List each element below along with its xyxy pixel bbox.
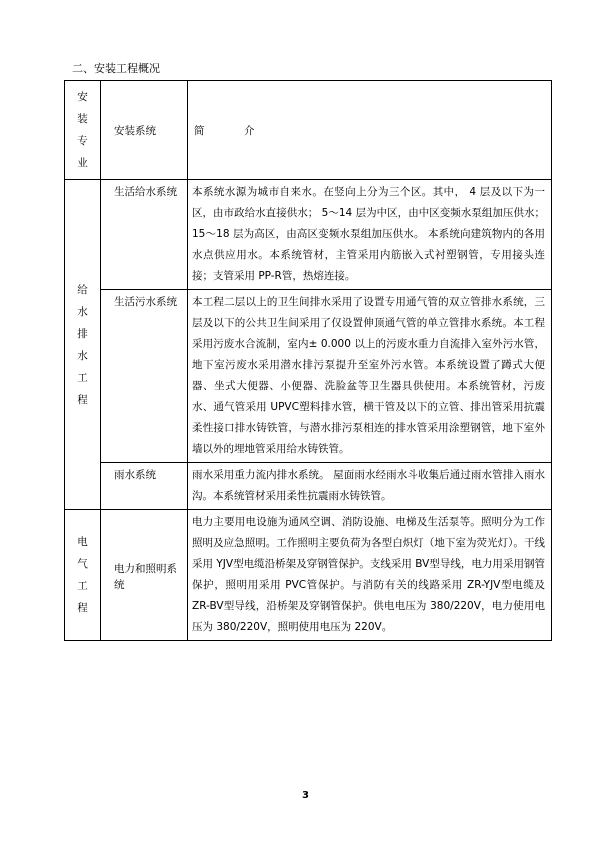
specialty-char: 工 xyxy=(77,371,88,384)
header-system-label: 安装系统 xyxy=(101,81,188,180)
specialty-char: 水 xyxy=(77,305,88,318)
specialty-char: 程 xyxy=(77,393,88,406)
specialty-char: 电 xyxy=(77,536,88,548)
header-specialty-cell xyxy=(65,81,101,180)
table-header-row xyxy=(65,81,552,180)
header-intro-label: 简 介 xyxy=(188,81,552,180)
system-name: 生活给水系统 xyxy=(101,180,188,290)
table-row xyxy=(65,180,552,290)
specialty-char: 气 xyxy=(77,558,88,570)
section-heading: 二、安装工程概况 xyxy=(72,62,160,75)
specialty-char: 水 xyxy=(77,349,88,362)
specialty-cell-plumbing xyxy=(65,180,101,510)
specialty-cell-electrical xyxy=(65,510,101,641)
specialty-char: 程 xyxy=(77,602,88,614)
header-specialty-char: 装 xyxy=(77,113,88,125)
table-row xyxy=(65,463,552,510)
header-specialty-char: 安 xyxy=(77,91,88,103)
specialty-char: 排 xyxy=(77,327,88,340)
specialty-char: 工 xyxy=(77,580,88,592)
system-description: 电力主要用电设施为通风空调、消防设施、电梯及生活泵等。照明分为工作照明及应急照明。工作照明主要负荷为各型白炽灯（地下室为荧光灯）。干线采用 YJV型电缆沿桥架及穿钢管保护。支线采用 BV型导线，电力用采用钢管保护，照明用采用 PVC管保护。与消防有关的线路采用 ZR-YJV型电缆及 ZR-BV型导线，沿桥架及穿钢管保护。供电电压为 380/220V，电力使用电压为 380/220V，照明使用电压为 220V。 xyxy=(188,510,552,641)
page-number: 3 xyxy=(302,790,309,801)
table-row xyxy=(65,510,552,641)
system-name: 生活污水系统 xyxy=(101,290,188,463)
header-specialty-char: 业 xyxy=(77,157,88,169)
system-description: 雨水采用重力流内排水系统。 屋面雨水经雨水斗收集后通过雨水管排入雨水沟。本系统管材采用柔性抗震雨水铸铁管。 xyxy=(188,463,552,510)
header-specialty-char: 专 xyxy=(77,135,88,147)
system-name: 雨水系统 xyxy=(101,463,188,510)
system-description: 本工程二层以上的卫生间排水采用了设置专用通气管的双立管排水系统，三层及以下的公共卫生间采用了仅设置伸顶通气管的单立管排水系统。本工程采用污废水合流制，室内± 0.000 以上的污废水重力自流排入室外污水管， 地下室污废水采用潜水排污泵提升至室外污水管。本系统设置了蹲式大便器、坐式大便器、小便器、洗脸盆等卫生器具供使用。本系统管材，污废水、通气管采用 UPVC塑料排水管，横干管及以下的立管、排出管采用抗震柔性接口排水铸铁管，与潜水排污泵相连的排水管采用涂塑钢管，地下室外墙以外的埋地管采用给水铸铁管。 xyxy=(188,290,552,463)
specialty-char: 给 xyxy=(77,283,88,296)
system-description: 本系统水源为城市自来水。在竖向上分为三个区。其中， 4 层及以下为一区，由市政给水直接供水； 5～14 层为中区，由中区变频水泵组加压供水； 15～18 层为高区，由高区变频水泵组加压供水。 本系统向建筑物内的各用水点供应用水。本系统管材，主管采用内筋嵌入式衬塑钢管，专用接头连接；支管采用 PP-R管，热熔连接。 xyxy=(188,180,552,290)
installation-overview-table xyxy=(64,80,552,641)
system-name: 电力和照明系统 xyxy=(101,510,188,641)
table-row xyxy=(65,290,552,463)
